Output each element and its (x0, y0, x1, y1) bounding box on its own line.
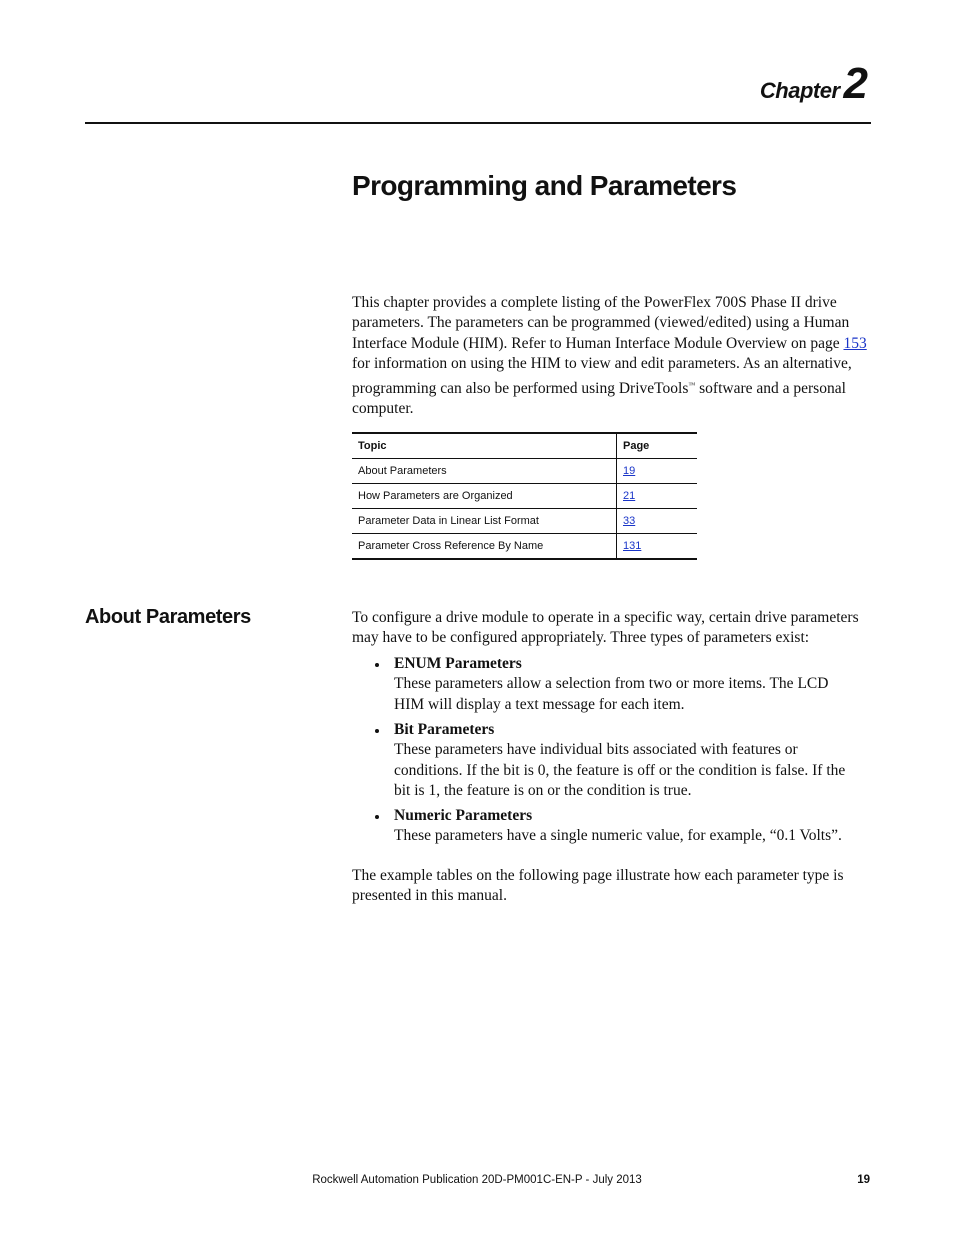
page-title: Programming and Parameters (352, 170, 737, 201)
list-item (372, 654, 852, 715)
parameter-type-description: These parameters have a single numeric value, for example, “0.1 Volts”. (394, 827, 842, 845)
parameter-types-list (372, 654, 852, 851)
chapter-heading (759, 59, 868, 108)
chapter-rule (85, 122, 871, 124)
parameter-type-name: Bit Parameters (394, 720, 495, 738)
list-item (372, 720, 852, 802)
topics-table (352, 432, 697, 560)
topic-cell: About Parameters (352, 459, 617, 484)
table-header-row (352, 433, 697, 459)
footer-page-number: 19 (857, 1174, 870, 1186)
parameter-type-description: These parameters allow a selection from two or more items. The LCD HIM will display a text message for each item. (394, 675, 829, 713)
topic-cell: Parameter Cross Reference By Name (352, 534, 617, 560)
page-link[interactable]: 19 (623, 465, 636, 477)
about-parameters-heading: About Parameters (85, 606, 251, 628)
intro-text-3: software and a personal computer. (352, 379, 846, 418)
footer-publication: Rockwell Automation Publication 20D-PM001C-EN-P - July 2013 (312, 1174, 642, 1186)
parameter-type-description: These parameters have individual bits associated with features or conditions. If the bit is 0, the feature is off or the condition is false. If the bit is 1, the feature is on or the condition is true. (394, 741, 846, 799)
about-closing-paragraph: The example tables on the following page illustrate how each parameter type is presented in this manual. (352, 867, 844, 905)
page-link[interactable]: 131 (623, 540, 642, 552)
trademark-symbol: ™ (688, 380, 696, 389)
intro-paragraph (352, 293, 872, 420)
chapter-label: Chapter (759, 78, 840, 103)
topic-cell: Parameter Data in Linear List Format (352, 509, 617, 534)
table-row (352, 534, 697, 560)
page-cell (617, 484, 698, 509)
topic-cell: How Parameters are Organized (352, 484, 617, 509)
page-153-link[interactable]: 153 (843, 334, 867, 352)
table-row (352, 484, 697, 509)
parameter-type-name: Numeric Parameters (394, 806, 533, 824)
page-link[interactable]: 33 (623, 515, 636, 527)
page-cell (617, 509, 698, 534)
intro-text-1: This chapter provides a complete listing of the PowerFlex 700S Phase II drive parameters. The parameters can be programmed (viewed/edited) using a Human Interface Module (HIM). Refer to Human Interface Module Overview on page (352, 294, 850, 352)
list-item (372, 806, 852, 847)
page-cell (617, 534, 698, 560)
page-cell (617, 459, 698, 484)
intro-text-2: for information on using the HIM to view and edit parameters. As an alternative, programming can also be performed using DriveTools (352, 355, 852, 397)
parameter-type-name: ENUM Parameters (394, 655, 522, 672)
topic-header: Topic (352, 433, 617, 459)
table-row (352, 509, 697, 534)
chapter-number: 2 (843, 59, 868, 108)
page-link[interactable]: 21 (623, 490, 636, 502)
page-header: Page (617, 433, 698, 459)
about-intro-paragraph: To configure a drive module to operate in a specific way, certain drive parameters may have to be configured appropriately. Three types of parameters exist: (352, 609, 859, 647)
table-row (352, 459, 697, 484)
